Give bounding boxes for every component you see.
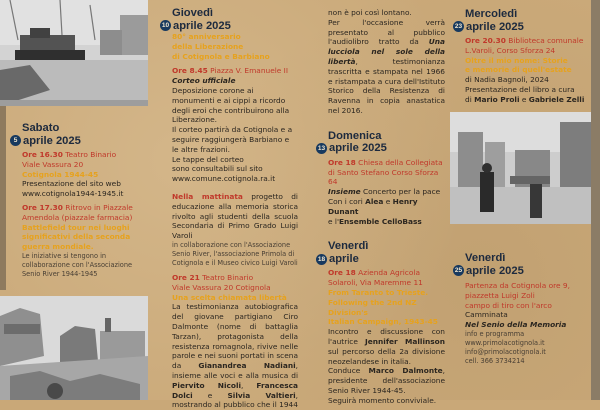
- anniversary-line-2: della Liberazione: [172, 41, 244, 51]
- event-title-3: Italian Campaign, 1943-45: [328, 317, 438, 327]
- info-phone: cell. 366 3734214: [465, 356, 525, 365]
- info-email[interactable]: info@primolacotignola.it: [465, 347, 546, 356]
- collab-note-2: collaborazione con l'Associazione: [22, 260, 133, 269]
- event-desc: di Nadia Bagnoli, 2024: [465, 75, 549, 85]
- event-address: L.Varoli, Corso Sforza 24: [465, 45, 556, 55]
- event-desc: Deposizione corone ai monumenti e ai cippi a ricordo degli eroi che contribuirono alla Liberazione.: [172, 85, 290, 125]
- audiobook-paragraph: Per l'occasione verrà presentato al pubblico l'audiolibro tratto da Una lucciola nel sole della libertà, testimonianza trascritta e stampata nel 1966 e ristampata a cura dell'Istituto Storico della Resistenza di Ravenna in copia anastatica nel 2016.: [328, 17, 445, 115]
- event-time: Ore 18: [328, 268, 356, 278]
- event-time: Ore 18: [328, 157, 356, 167]
- event-place: Piazza V. Emanuele II: [210, 66, 289, 76]
- day-name: Mercoledì: [465, 8, 518, 20]
- date-text: aprile 2025: [466, 20, 524, 33]
- website-link[interactable]: www.cotignola1944-1945.it: [22, 189, 124, 199]
- event-place-2: piazzetta Luigi Zoli: [465, 290, 535, 300]
- event-time: Ore 8.45: [172, 66, 208, 76]
- event-title: Cotignola 1944-45: [22, 169, 99, 179]
- event-address: Viale Vassura 20: [22, 159, 84, 169]
- info-label: info e programma: [465, 329, 525, 338]
- event-desc-3: Seguirà momento conviviale.: [328, 395, 437, 405]
- event-domenica-13: Domenica 13 aprile 2025 Ore 18 Chiesa della Collegiata di Santo Stefano Corso Sforza 64 Insieme Concerto per la pace Con i cori Alea e Henry Dunant e l'Ensemble CelloBass: [328, 130, 445, 227]
- date-badge: 18: [317, 255, 326, 263]
- event-venerdi-25: [454, 252, 591, 366]
- day-name: Venerdì: [465, 252, 506, 264]
- event-title-2a: Battlefield tour nei luoghi: [22, 222, 130, 232]
- date-text: aprile: [329, 252, 359, 265]
- date-text: aprile 2025: [23, 134, 81, 147]
- morning-note: in collaborazione con l'Associazione Senio River, l'associazione Primola di Cotignola e il Museo civico Luigi Varoli: [172, 240, 298, 267]
- event-venerdi-18: [317, 240, 446, 405]
- event-address: Solaroli, Via Maremme 11: [328, 278, 423, 288]
- website-link[interactable]: www.comune.cotignola.ra.it: [172, 174, 276, 184]
- date-text: aprile 2025: [173, 19, 231, 32]
- event-title: Corteo ufficiale: [172, 76, 236, 86]
- event-place: Teatro Binario: [65, 150, 117, 159]
- day-name: Venerdì: [328, 240, 369, 253]
- event-title: Nel Senio della Memoria: [465, 320, 567, 330]
- tank-in-village-photo: [0, 0, 148, 106]
- info-website[interactable]: www.primolacotignola.it: [465, 338, 545, 347]
- event-place-2: Teatro Binario: [202, 272, 254, 282]
- day-name: Giovedì: [172, 7, 214, 19]
- event-address-2: Viale Vassura 20 Cotignola: [172, 282, 271, 292]
- right-edge-strip: [591, 0, 600, 400]
- event-title-2: Following the 2nd NZ Division's: [328, 297, 417, 317]
- event-time-2: Ore 21: [172, 272, 200, 282]
- ruined-buildings-photo: [0, 296, 148, 400]
- event-desc-3b: sono consultabili sul sito: [172, 164, 263, 174]
- anniversary-line-1: 80° anniversario: [172, 32, 241, 41]
- event-place-1: Partenza da Cotignola ore 9,: [465, 281, 570, 290]
- event-title-1: Oltre il mio nome: Storie: [465, 55, 568, 65]
- event-desc-2: Il corteo partirà da Cotignola e a seguire raggiungerà Barbiano e le altre frazioni.: [172, 125, 293, 154]
- event-time: Ore 16.30: [22, 150, 63, 159]
- event-desc-2: Conduce Marco Dalmonte, presidente dell'associazione Senio River 1944-45.: [328, 366, 446, 395]
- event-desc-3: di Mario Proli e Gabriele Zelli: [465, 94, 585, 104]
- left-edge-strip: [0, 100, 6, 290]
- date-text: aprile 2025: [329, 142, 387, 155]
- event-title-2b: significativi della seconda: [22, 232, 131, 242]
- continuation-line: non è poi così lontano.: [328, 8, 412, 17]
- event-title-2: e memorie di quell'estate: [465, 65, 572, 75]
- event-address: di Santo Stefano Corso Sforza 64: [328, 167, 439, 187]
- event-continuation-and-13-18: [317, 8, 446, 406]
- day-name: Domenica: [328, 129, 382, 142]
- event-giovedi-10: [161, 7, 299, 410]
- collab-note-1: Le iniziative si tengono in: [22, 251, 107, 260]
- event-place: Azienda Agricola: [358, 268, 420, 278]
- event-place: Biblioteca comunale: [508, 36, 584, 45]
- day-name: Sabato: [22, 122, 60, 134]
- men-carrying-photo: [450, 112, 591, 224]
- event-desc: Presentazione del sito web: [22, 179, 121, 189]
- morning-text: progetto di educazione alla memoria storica rivolto agli studenti della scuola Secondaria di Primo Grado Luigi Varoli: [172, 191, 298, 241]
- event-title-2: Una scelta chiamata libertà: [172, 292, 287, 302]
- date-badge: 23: [454, 23, 463, 31]
- event-desc: Camminata: [465, 310, 508, 320]
- event-desc-3a: Le tappe del corteo: [172, 154, 244, 164]
- event-title: Insieme: [328, 187, 361, 197]
- event-place-2: Ritrovo in Piazzale: [65, 202, 133, 212]
- morning-label: Nella mattinata: [172, 191, 243, 201]
- story-paragraph: La testimonianza autobiografica del giovane partigiano Ciro Dalmonte (nome di battaglia Tarzan), protagonista della resistenza romagnola, rivive nelle parole e nei suoni portati in scena da Gianandrea Nadiani, insieme alle voci e alla musica di Piervito Nicoli, Francesca Dolci e Silvia Valtieri, mostrando al pubblico che il 1944: [172, 302, 299, 410]
- date-badge: 13: [317, 145, 326, 153]
- event-desc-2: Presentazione del libro a cura: [465, 84, 575, 94]
- event-title-2c: guerra mondiale.: [22, 242, 94, 252]
- date-badge: 25: [454, 267, 463, 275]
- event-time: Ore 20.30: [465, 36, 506, 45]
- event-time-2: Ore 17.30: [22, 202, 63, 212]
- event-sabato-5: [13, 122, 148, 279]
- event-place: Chiesa della Collegiata: [358, 157, 443, 167]
- event-title-1: From Taranto to Trieste.: [328, 287, 429, 297]
- date-badge: 10: [161, 22, 170, 30]
- anniversary-line-3: di Cotignola e Barbiano: [172, 51, 270, 61]
- collab-note-3: Senio River 1944-1945: [22, 269, 98, 278]
- date-badge: 5: [10, 135, 21, 146]
- event-mercoledi-23: [454, 8, 591, 105]
- event-address-2: Amendola (piazzale farmacia): [22, 212, 133, 222]
- event-place-3: campo di tiro con l'arco: [465, 300, 552, 310]
- event-desc: Incontro e discussione con l'autrice Jennifer Mallinson sul percorso della 2a divisione neozelandese in italia.: [328, 327, 445, 366]
- date-text: aprile 2025: [466, 264, 524, 277]
